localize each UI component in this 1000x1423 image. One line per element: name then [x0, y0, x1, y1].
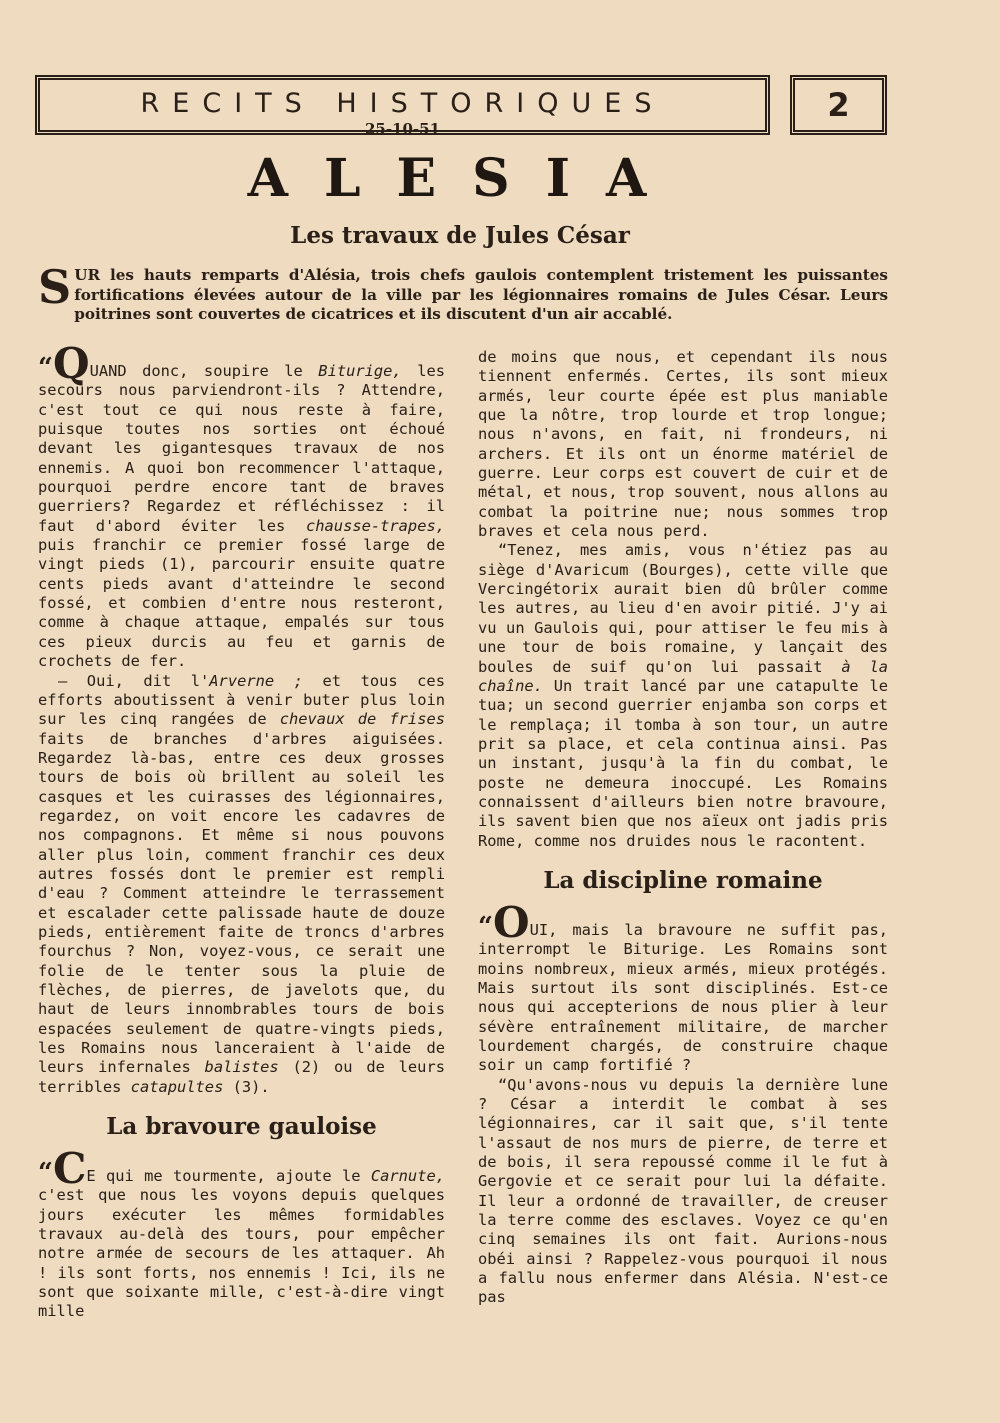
paragraph: “Tenez, mes amis, vous n'étiez pas au siège d'Avaricum (Bourges), cette ville que Vercingétorix aurait bien dû brûler comme les autres, au lieu d'en avoir pitié. J'y ai vu un Gaulois qui, pour attiser le feu mis à une tour de bois romaine, y lançait des boules de suif qu'on lui passait à la chaîne. Un trait lancé par une catapulte le tua; un second guerrier enjamba son corps et le remplaça; il tomba à son tour, un autre prit sa place, et cela continua ainsi. Pas un instant, jusqu'à la fin du combat, le poste ne demeura inoccupé. Les Romains connaissent d'ailleurs bien notre bravoure, ils savent bien que nos aïeux ont jadis pris Rome, comme nos druides nous le racontent.: [478, 541, 888, 850]
section-heading: La bravoure gauloise: [106, 1113, 377, 1141]
paragraph: “OUI, mais la bravoure ne suffit pas, interrompt le Biturige. Les Romains sont moins nombreux, mieux armés, mieux protégés. Mais surtout ils sont disciplinés. Est-ce nous qui accepterions de nous plier à leur sévère entraînement militaire, de marcher lourdement chargés, de construire chaque soir un camp fortifié ?: [478, 897, 888, 1075]
issue-date: 25-10-51: [364, 120, 441, 138]
lead-text: UR les hauts remparts d'Alésia, trois chefs gaulois contemplent tristement les puissantes fortifications élevées autour de la ville par les légionnaires romains de Jules César. Leurs poitrines sont couvertes de cicatrices et ils discutent d'un air accablé.: [74, 266, 888, 323]
section-heading: La discipline romaine: [543, 866, 823, 894]
paragraph: “QUAND donc, soupire le Biturige, les secours nous parviendront-ils ? Attendre, c'est tout ce qui nous reste à faire, puisque toutes nos sorties ont échoué devant les gigantesques travaux de nos ennemis. A quoi bon recommencer l'attaque, pourquoi perdre encore tant de braves guerriers? Regardez et réfléchissez : il faut d'abord éviter les chausse-trapes, puis franchir ce premier fossé large de vingt pieds (1), parcourir ensuite quatre cents pieds avant d'atteindre le second fossé, et combien d'entre nous resteront, comme à chaque attaque, empalés sur tous ces pieux durcis au feu et garnis de crochets de fer.: [38, 339, 445, 671]
lead-dropcap: S: [38, 260, 72, 314]
dropcap: Q: [52, 339, 90, 388]
paragraph: — Oui, dit l'Arverne ; et tous ces efforts aboutissent à venir buter plus loin sur les cinq rangées de chevaux de frises faits de branches d'arbres aiguisées. Regardez là-bas, entre ces deux grosses tours de bois où brillent au soleil les casques et les cuirasses des légionnaires, regardez, on voit encore les cadavres de nos compagnons. Et même si nous pouvons aller plus loin, comment franchir ces deux autres fossés dont le premier est rempli d'eau ? Comment atteindre le terrassement et escalader cette palissade haute de douze pieds, entièrement faite de troncs d'arbres fourchus ? Non, voyez-vous, ce serait une folie de le tenter sous la pluie de flèches, de pierres, de javelots que, du haut de leurs innombrables tours de bois espacées seulement de quatre-vingts pieds, les Romains nous lanceraient à l'aide de leurs infernales balistes (2) ou de leurs terribles catapultes (3).: [38, 671, 445, 1096]
dropcap: O: [492, 897, 530, 947]
article-title: ALESIA: [247, 148, 683, 209]
article-lead: [38, 260, 888, 325]
header-banner: [35, 75, 770, 138]
dropcap: C: [52, 1144, 87, 1194]
page-number: 2: [790, 75, 887, 135]
paragraph: de moins que nous, et cependant ils nous tiennent enfermés. Certes, ils sont mieux armés, leur courte épée est plus maniable que la nôtre, trop lourde et trop longue; nous n'avons, en fait, ni frondeurs, ni archers. Et ils ont un énorme matériel de guerre. Leur corps est couvert de cuir et de métal, et nous, trop souvent, nous allons au combat la poitrine nue; nous sommes trop braves et cela nous perd.: [478, 348, 888, 541]
paragraph: “Qu'avons-nous vu depuis la dernière lune ? César a interdit le combat à ses légionnaires, car il sait que, s'il tente l'assaut de nos murs de pierre, de terre et de bois, il sera repoussé comme il le fut à Gergovie et ce serait pour lui la défaite. Il leur a ordonné de travailler, de creuser la terre comme des esclaves. Voyez ce qu'en cinq semaines ils ont fait. Aurions-nous obéi ainsi ? Rappelez-vous pourquoi il nous a fallu nous enfermer dans Alésia. N'est-ce pas: [478, 1075, 888, 1307]
section-title: RECITS HISTORIQUES: [140, 88, 665, 119]
right-column: [478, 348, 888, 1308]
article-subtitle: Les travaux de Jules César: [290, 222, 630, 249]
paragraph: “CE qui me tourmente, ajoute le Carnute, c'est que nous les voyons depuis quelques jours exécuter les mêmes formidables travaux au-delà des tours, pour empêcher notre armée de secours de les attaquer. Ah ! ils sont forts, nos ennemis ! Ici, ils ne sont que soixante mille, c'est-à-dire vingt mille: [38, 1144, 445, 1321]
left-column: [38, 339, 445, 1322]
